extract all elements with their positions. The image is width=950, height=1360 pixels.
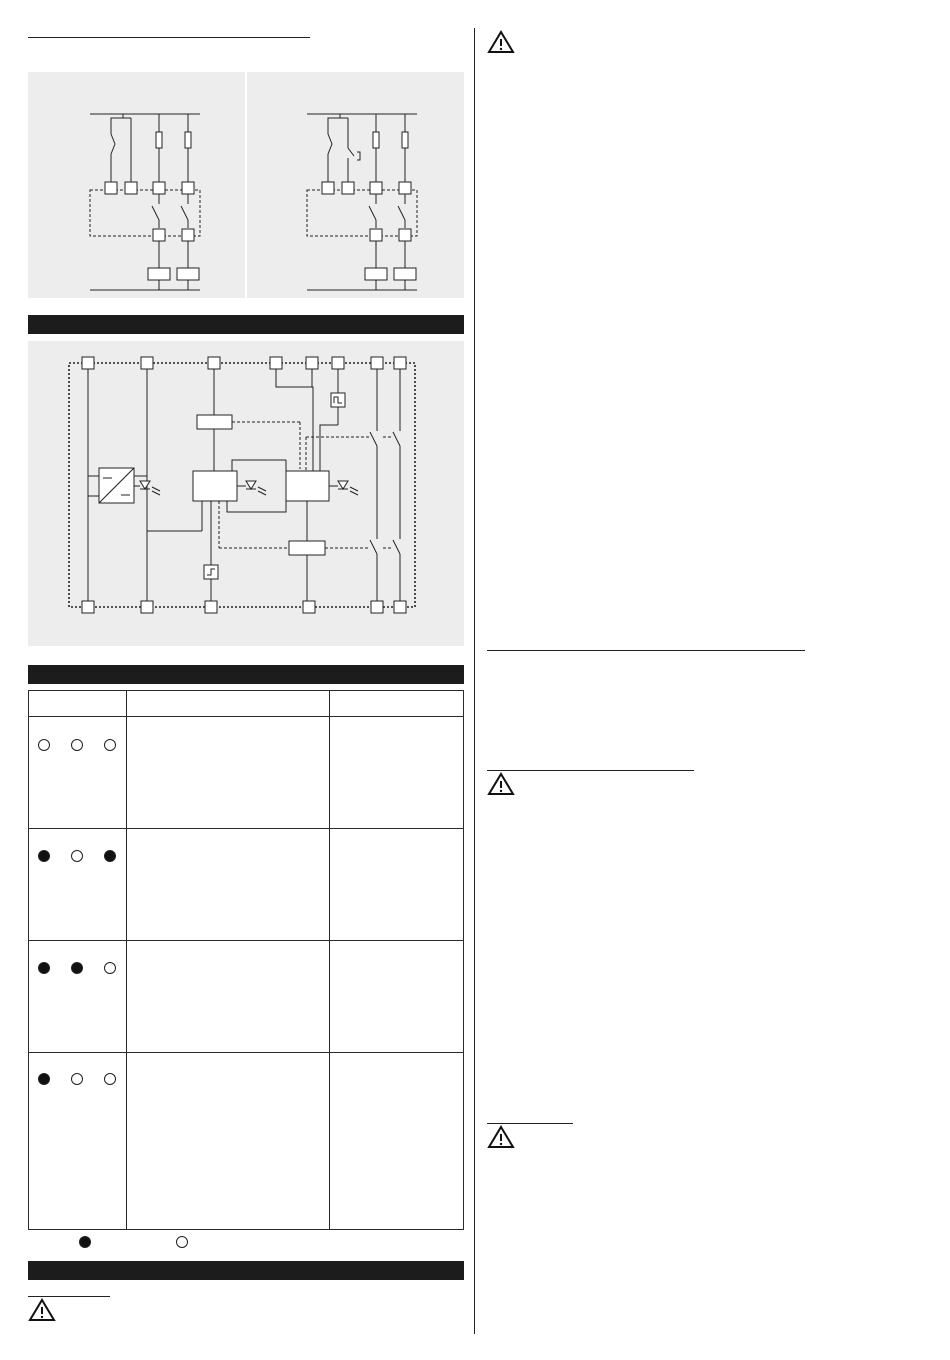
table-header-col2: [126, 690, 330, 717]
led-on-icon: [38, 962, 50, 974]
led-off-icon: [71, 739, 83, 751]
table-row-remedy: [329, 1052, 464, 1230]
heading-rule-right-2: [487, 770, 694, 771]
wiring-diagram-b: [247, 72, 464, 298]
heading-rule-right-3: [487, 1123, 573, 1124]
table-row-description: [126, 940, 330, 1053]
led-off-icon: [71, 1073, 83, 1085]
table-row: [28, 940, 127, 1053]
led-on-icon: [38, 850, 50, 862]
table-row-description: [126, 828, 330, 941]
section-bar-bottom: [28, 1261, 464, 1280]
table-header-col3: [329, 690, 464, 717]
led-off-icon: [38, 739, 50, 751]
section-bar-block-diagram: [28, 315, 464, 334]
heading-rule-right-1: [487, 650, 805, 651]
block-diagram: [28, 341, 464, 646]
led-on-icon: [104, 850, 116, 862]
column-divider: [474, 28, 475, 1334]
led-status-table: [28, 690, 464, 1230]
led-off-icon: [71, 850, 83, 862]
warning-icon: [487, 772, 515, 796]
table-row-description: [126, 716, 330, 829]
warning-icon: [487, 30, 515, 54]
table-header-col1: [28, 690, 127, 717]
led-off-icon: [104, 1073, 116, 1085]
warning-icon: [487, 1125, 515, 1149]
heading-rule-wiring: [28, 37, 310, 38]
legend-led-on-icon: [79, 1236, 91, 1248]
led-off-icon: [104, 739, 116, 751]
warning-icon: [28, 1298, 56, 1322]
led-on-icon: [38, 1073, 50, 1085]
led-off-icon: [104, 962, 116, 974]
section-bar-led-table: [28, 665, 464, 684]
wiring-diagram-a: [28, 72, 245, 298]
table-row-remedy: [329, 940, 464, 1053]
table-row-remedy: [329, 716, 464, 829]
table-row: [28, 716, 127, 829]
table-row-description: [126, 1052, 330, 1230]
table-row-remedy: [329, 828, 464, 941]
table-row: [28, 828, 127, 941]
legend-led-off-icon: [176, 1236, 188, 1248]
subheading-rule-bottom: [28, 1296, 110, 1297]
led-on-icon: [71, 962, 83, 974]
